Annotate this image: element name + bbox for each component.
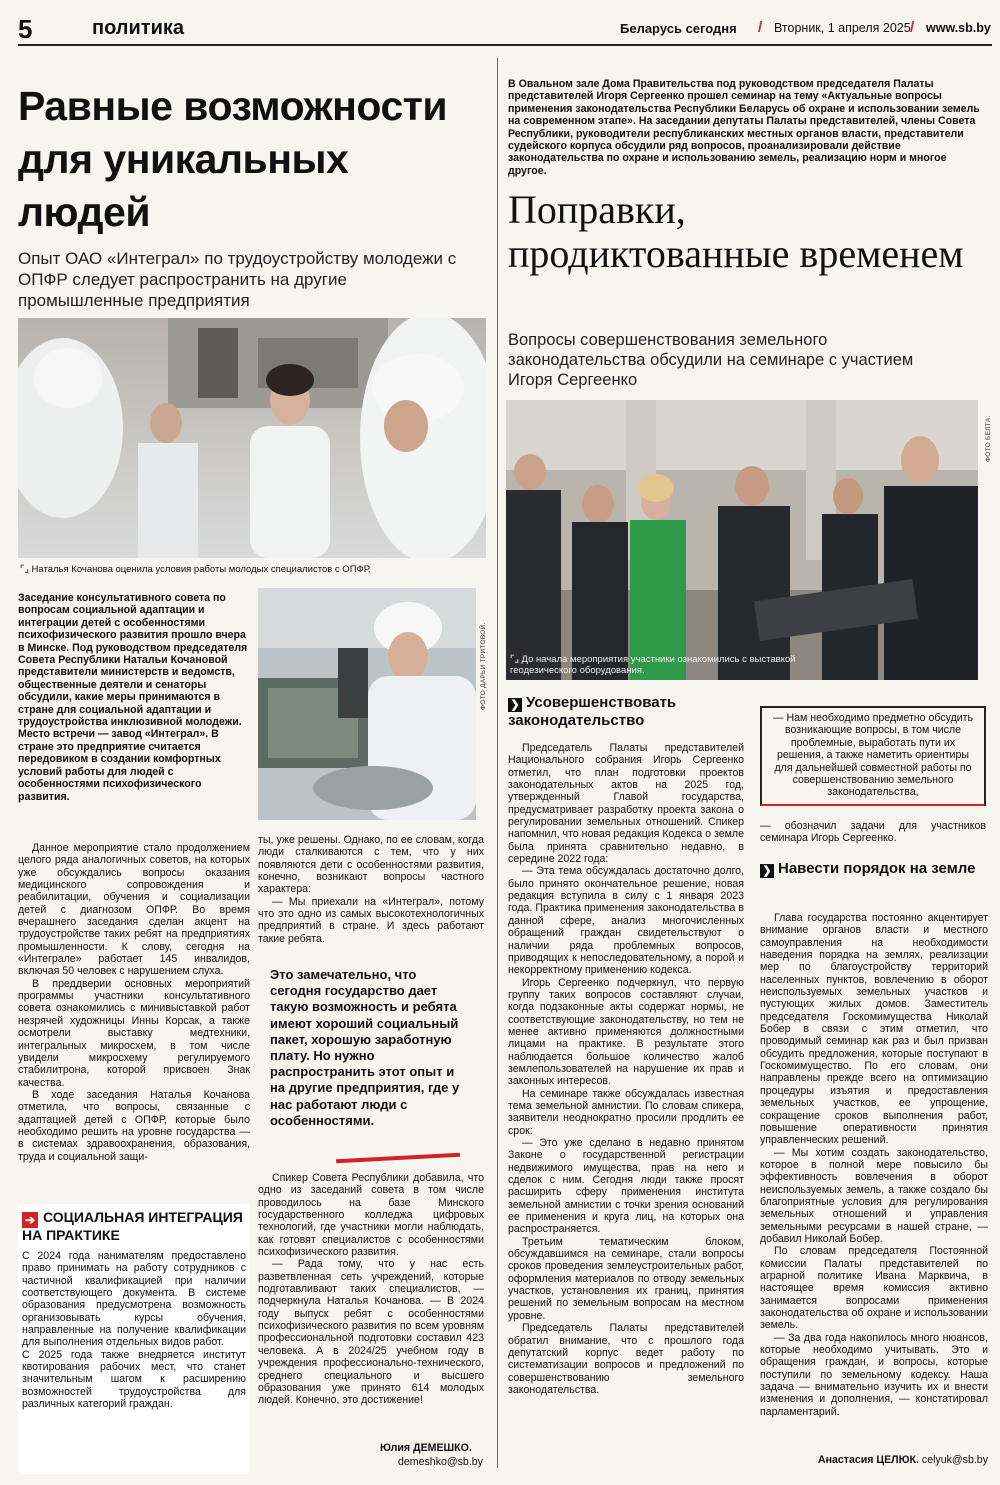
box-title-row: [22, 1210, 246, 1243]
right-col1-para: — Эта тема обсуждалась достаточно долго, было принято окончательное решение, новая редакция вступила в силу с 1 января 2023 года. Практика применения законодательства в данной сфере, анализ многочисленных обращений граждан свидетельствуют о наличии ряда проблемных вопросов, приводящих к непоследовательному, а порой и некорректному применению кодекса.: [508, 865, 744, 977]
quote-underline: [336, 1153, 460, 1163]
left-quote: Это замечательно, что сегодня государство дает такую возможность и ребята имеют хороший социальный пакет, хорошую заработную плату. Но нужно распространить этот опыт и на другие предприятия, где у нас работают люди с особенностями.: [270, 967, 460, 1128]
right-h2-row: [760, 860, 986, 878]
left-col2-para: ты, уже решены. Однако, по ее словам, когда люди сталкиваются с тем, что у них появляются дети с особенностями развития, конечно, возникают вопросы частного характера:: [258, 834, 484, 896]
header-sep-1: /: [758, 19, 763, 36]
left-col1-para: В ходе заседания Наталья Кочанова отметила, что вопросы, связанные с адаптацией детей с ОПФР, которые было необходимо решить на уровне государства — в системах здравоохранения, образования, труда и социальной защи-: [18, 1088, 250, 1163]
header-sep-2: /: [910, 19, 915, 36]
left-article-title: Равные возможности для уникальных людей: [18, 83, 448, 235]
left-col1-para: Данное мероприятие стало продолжением целого ряда аналогичных советов, на которых уже обсуждались вопросы оказания медицинского сопровождения и реабилитации, обучения и социализации детей с диагнозом ОПФР. Во время вчерашнего заседания сделан акцент на трудоустройстве таких ребят на предприятиях промышленности. К слову, сегодня на «Интеграле» работает 145 инвалидов, включая 50 человек с нарушением слуха.: [18, 842, 250, 978]
right-quote: — Нам необходимо предметно обсудить возникающие вопросы, в том числе проблемные, выработать пути их решения, а также наметить ориентиры для дальнейшей совместной работы по совершенствованию земельного законодательства,: [772, 712, 974, 799]
right-article-subtitle: Вопросы совершенствования земельного законодательства обсудили на семинаре с участием Игоря Сергеенко: [508, 331, 914, 389]
left-col1-body: [18, 842, 250, 1163]
photo-kochanova: [18, 318, 486, 558]
right-email: celyuk@sb.by: [921, 1454, 988, 1466]
page-header: [18, 14, 992, 48]
paper-name: Беларусь сегодня: [620, 21, 737, 36]
right-photo-caption-row: [510, 654, 800, 676]
left-article-subtitle: Опыт ОАО «Интеграл» по трудоустройству молодежи с ОПФР следует распространить на другие промышленные предприятия: [18, 249, 457, 310]
photo-microscope: [258, 588, 476, 820]
box-para: С 2025 года также внедряется институт квотирования рабочих мест, что станет значительным шагом к расширению возможностей трудоустройства для различных категорий граждан.: [22, 1348, 246, 1411]
left-col1-para: В преддверии основных мероприятий программы участники консультативного совета ознакомились с минивыставкой работ незрячей художницы Инны Корсак, а также осмотрели выставку медтехники, интегральных микросхем, в том числе увидели микросхему регулируемого стабилитрона, которой присвоен Знак качества.: [18, 977, 250, 1089]
right-quote-box: [760, 706, 986, 806]
photo-seminar-credit: ФОТО БЕЛТА.: [985, 415, 992, 462]
photo1-caption: Наталья Кочанова оценила условия работы молодых специалистов с ОПФР.: [31, 564, 371, 575]
right-col1-para: Третьим тематическим блоком, обсуждавшимся на семинаре, стали вопросы сроков проведения землеустроительных работ, оформления материалов по отводу земельных участков, установления их границ, принятия решений по земельным вопросам на местном уровне.: [508, 1235, 744, 1322]
right-col1-para: — Это уже сделано в недавно принятом Законе о государственной регистрации недвижимого имущества, прав на него и сделок с ним. Сегодня люди также просят расширить сферу применения института земельной амнистии с точки зрения оснований ее применения и круга лиц, на которых она распространяется.: [508, 1137, 744, 1236]
photo-kochanova-image: [18, 318, 486, 558]
right-col1-para: Председатель Палаты представителей Национального собрания Игорь Сергеенко отметил, что план подготовки проектов законодательных актов на 2025 год, утвержденный Главой государства, предусматривает разработку проекта закона о регулировании земельных отношений. Спикер напомнил, что новая редакция Кодекса о земле была принята сравнительно недавно, в середине 2022 года:: [508, 742, 744, 866]
right-col2-para: — Мы хотим создать законодательство, которое в полной мере повысило бы эффективность вовлечения в оборот неиспользуемых земель, а также создало бы благоприятные условия для регулирования земельных отношений и управления земельными ресурсами в нашей стране, — добавил Николай Бобер.: [760, 1146, 988, 1245]
right-author: Анастасия ЦЕЛЮК.: [817, 1454, 919, 1466]
column-divider: [497, 58, 498, 1468]
right-h1: Усовершенствовать законодательство: [508, 694, 677, 729]
right-h2: Навести порядок на земле: [778, 860, 976, 877]
left-col2-para: — Мы приехали на «Интеграл», потому что это одно из самых высокотехнологичных предприятий в стране. И здесь работают такие ребята.: [258, 895, 484, 945]
photo-seminar-image: [506, 400, 978, 680]
social-integration-box: [18, 1204, 250, 1474]
left-lead: Заседание консультативного совета по вопросам социальной адаптации и интеграции детей с особенностями психофизического развития прошло вчера в Минске. Под руководством председателя Совета Республики Натальи Кочановой представители министерств и ведомств, общественные деятели и сенаторы обсудили, какие меры принимаются в стране для социальной адаптации и трудоустройства инклюзивной молодежи. Место встречи — завод «Интеграл». В стране это предприятие считается передовиком в создании комфортных условий работы для людей с особенностями психофизического развития.: [18, 592, 248, 803]
arrow-right-icon: ➔: [22, 1212, 38, 1228]
photo2-credit: ФОТО ДАРЬИ ТРИТОВОЙ.: [480, 622, 487, 710]
arrow-right-icon: ❯: [508, 698, 522, 712]
issue-date: Вторник, 1 апреля 2025: [774, 21, 911, 35]
right-intro: В Овальном зале Дома Правительства под руководством председателя Палаты представителей Игоря Сергеенко прошел семинар на тему «Актуальные вопросы применения законодательства Республики Беларусь об охране и использовании земель на современном этапе». На заседании депутаты Палаты представителей, члены Совета Республики, руководители республиканских местных органов власти, представители судейского корпуса обсудили ряд вопросов, проанализировали действие законодательства по охране и использованию земель, реализацию норм и многое другое.: [508, 78, 980, 177]
photo-corner-icon: ⌜⌟: [510, 654, 519, 665]
arrow-right-icon: ❯: [760, 864, 774, 878]
right-col2-para: — За два года накопилось много нюансов, которые необходимо учитывать. Это и обращения граждан, и вопросы, которые поступили по земельному кодексу. Наша задача — внимательно изучить их и внести изменения и дополнения, — констатировал парламентарий.: [760, 1331, 988, 1418]
page-number: 5: [18, 14, 33, 44]
photo-microscope-image: [258, 588, 476, 820]
left-col2b-body: [258, 1172, 484, 1407]
right-col1-para: Председатель Палаты представителей обратил внимание, что с прошлого года депутатский корпус ведет работу по систематизации вопросов и предложений по совершенствованию земельного законодательства.: [508, 1322, 744, 1396]
right-col1-para: Игорь Сергеенко подчеркнул, что первую группу таких вопросов составляют случаи, когда подзаконные акты содержат нормы, не соответствующие законодательству, но тем не менее активно применяются должностными лицами на практике. В результате этого наблюдается большое количество жалоб землепользователей на нарушение их прав и законных интересов.: [508, 976, 744, 1088]
right-col1-para: На семинаре также обсуждалась известная тема земельной амнистии. По словам спикера, заявители неоднократно просили продлить ее срок:: [508, 1087, 744, 1137]
right-col2-para: По словам председателя Постоянной комиссии Палаты представителей по аграрной политике Ивана Марквича, в настоящее время комиссия активно занимается вопросами применения законодательства об охране и использовании земель.: [760, 1245, 988, 1332]
box-body: [22, 1250, 246, 1410]
section-label: политика: [92, 17, 185, 39]
right-article-title: Поправки, продиктованные временем: [508, 187, 964, 276]
box-title: СОЦИАЛЬНАЯ ИНТЕГРАЦИЯ НА ПРАКТИКЕ: [22, 1209, 243, 1243]
box-para: С 2024 года нанимателям предоставлено право принимать на работу сотрудников с частичной квалификацией при наличии соответствующего документа. В системе образования предусмотрена возможность организовывать курсы обучения, направленные на получение квалификации для выполнения отдельных видов работ.: [22, 1250, 246, 1349]
left-email: demeshko@sb.by: [398, 1456, 483, 1468]
site-url: www.sb.by: [926, 21, 991, 35]
right-signoff: [800, 1454, 988, 1466]
right-col2-para: Глава государства постоянно акцентирует внимание органов власти и местного самоуправления на необходимости наведения порядка на землях, реализации мер по благоустройству территорий населенных пунктов, вовлечению в оборот неиспользуемых земельных участков и пустующих жилых домов. Заместитель председателя Госкомимущества Николай Бобер в связи с этим отметил, что проводимый семинар как раз и был призван обсудить предложения, которые поступают в Госкомимущество. По его словам, они направлены прежде всего на оптимизацию процедуры изъятия и предоставления земельных участков, ее упрощение, сокращение сроков выполнения работ, повышение оперативности принятия управленческих решений.: [760, 912, 988, 1147]
right-col2-body: [760, 912, 988, 1418]
header-rule: [18, 44, 992, 46]
right-quote-after: — обозначил задачи для участников семинара Игорь Сергеенко.: [760, 820, 986, 845]
photo-seminar: [506, 400, 978, 680]
left-col2-body: [258, 834, 484, 945]
right-photo-caption: До начала мероприятия участники ознакомились с выставкой геодезического оборудования.: [510, 654, 796, 676]
left-author: Юлия ДЕМЕШКО.: [380, 1442, 472, 1454]
right-col1-body: [508, 742, 744, 1396]
left-col2b-para: — Рада тому, что у нас есть разветвленная сеть учреждений, которые подготавливают таких специалистов, — подчеркнула Наталья Кочанова. — В 2024 году выпуск ребят с особенностями психофизического развития по всем уровням профессиональной подготовки составил 423 человека. А в 2024/25 учебном году в учреждения профессионально-технического, среднего специального и высшего образования уже принято 614 молодых людей. Конечно, это достижение!: [258, 1258, 484, 1407]
left-col2b-para: Спикер Совета Республики добавила, что одно из заседаний совета в том числе проводилось на базе Минского государственного колледжа цифровых технологий, где участники могли наблюдать, как готовят специалистов с особенностями психофизического развития.: [258, 1172, 484, 1259]
right-h1-row: [508, 694, 744, 730]
photo1-caption-row: [20, 564, 486, 575]
photo-corner-icon: ⌜⌟: [20, 564, 29, 575]
